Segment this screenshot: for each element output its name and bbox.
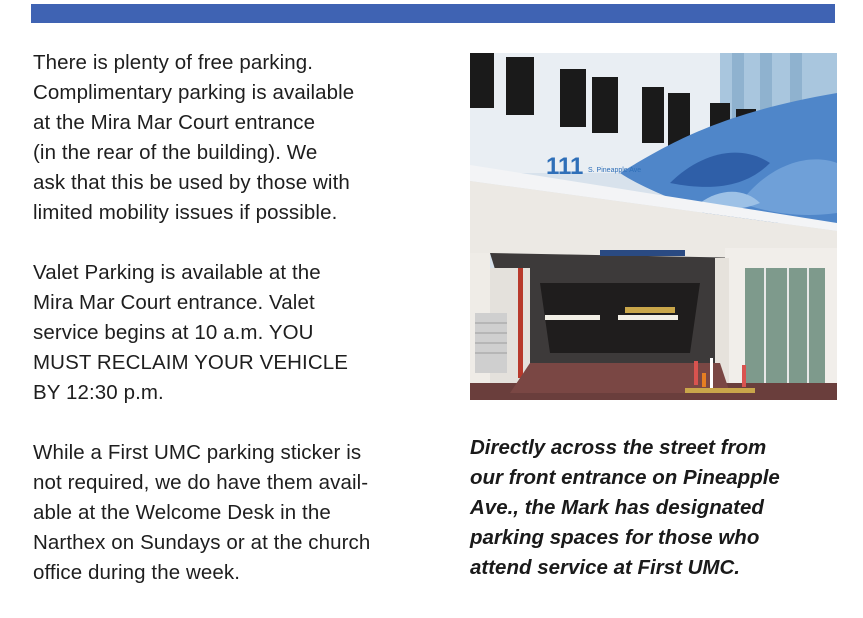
- free-parking-paragraph: There is plenty of free parking. Complimentary parking is available at the Mira Mar Court entrance (in the rear of the building). We ask that this be used by those with limited mobility issues if possible.: [33, 51, 355, 224]
- parking-sticker-paragraph: While a First UMC parking sticker is not required, we do have them avail- able at the Welcome Desk in the Narthex on Sundays or at the church office during the week.: [33, 441, 371, 584]
- header-accent-bar: [31, 4, 835, 23]
- valet-parking-paragraph: Valet Parking is available at the Mira Mar Court entrance. Valet service begins at 10 a.m. YOU MUST RECLAIM YOUR VEHICLE BY 12:30 p.m.: [33, 261, 349, 404]
- building-number: 111: [546, 153, 584, 180]
- parking-garage-photo: [470, 53, 837, 400]
- parking-info-column: [33, 48, 443, 618]
- street-sign-text: S. Pineapple Ave: [588, 167, 642, 174]
- photo-caption: Directly across the street from our front entrance on Pineapple Ave., the Mark has designated parking spaces for those who attend service at First UMC.: [470, 436, 780, 579]
